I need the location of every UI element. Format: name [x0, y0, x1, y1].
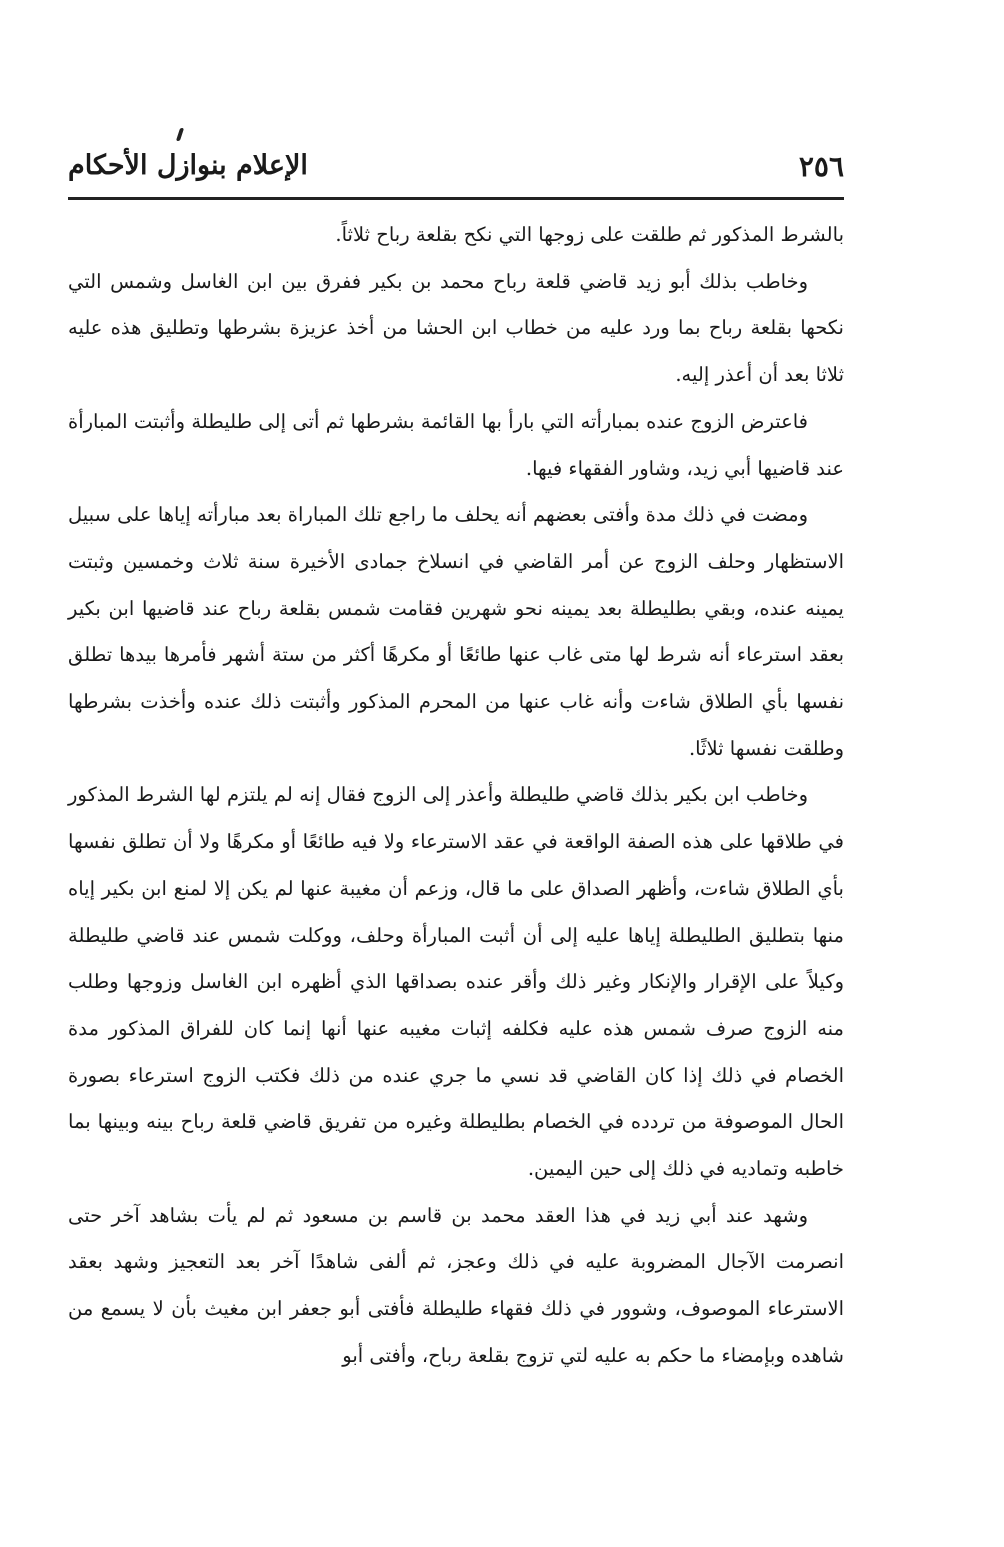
page-number: ٢٥٦ — [798, 150, 844, 183]
paragraph-4: ومضت في ذلك مدة وأفتى بعضهم أنه يحلف ما راجع تلك المباراة بعد مبارأته إياها على سبيل الاستظهار وحلف الزوج عن أمر القاضي في انسلاخ جمادى الأخيرة سنة ثلاث وخمسين وثبتت يمينه عنده، وبقي بطليطلة بعد يمينه نحو شهرين فقامت شمس بقلعة رباح عند قاضيها ابن بكير بعقد استرعاء أنه شرط لها متى غاب عنها طائعًا أو مكرهًا أكثر من ستة أشهر فأمرها بيدها تطلق نفسها بأي الطلاق شاءت وأنه غاب عنها من المحرم المذكور وأثبتت ذلك عنده وأخذت بشرطها وطلقت نفسها ثلاثًا. — [68, 503, 844, 760]
header-divider — [68, 197, 844, 200]
paragraph-2: وخاطب بذلك أبو زيد قاضي قلعة رباح محمد بن بكير ففرق بين ابن الغاسل وشمس التي نكحها بقلعة رباح بما ورد عليه من خطاب ابن الحشا من أخذ عزيزة بشرطها وتطليق هذه عليه ثلاثا بعد أن أعذر إليه. — [68, 269, 844, 387]
running-title: الإعلام بنوازل الأحكام — [68, 150, 308, 181]
paragraph-3: فاعترض الزوج عنده بمبارأته التي بارأ بها القائمة بشرطها ثم أتى إلى طليطلة وأثبتت المبارأة عند قاضيها أبي زيد، وشاور الفقهاء فيها. — [68, 409, 844, 480]
page-header — [68, 150, 844, 194]
ink-mark — [176, 128, 184, 141]
paragraph-1: بالشرط المذكور ثم طلقت على زوجها التي نكح بقلعة رباح ثلاثاً. — [335, 223, 844, 246]
paragraph-5: وخاطب ابن بكير بذلك قاضي طليطلة وأعذر إلى الزوج فقال إنه لم يلتزم لها الشرط المذكور في طلاقها على هذه الصفة الواقعة في عقد الاسترعاء ولا فيه طائعًا أو مكرهًا ولا أن تطلق نفسها بأي الطلاق شاءت، وأظهر الصداق على ما قال، وزعم أن مغيبة عنها لم يكن إلا لمنع ابن بكير إياه منها بتطليق الطليطلة إياها عليه إلى أن أثبت المبارأة وحلف، ووكلت شمس عند قاضي طليطلة وكيلاً على الإقرار والإنكار وغير ذلك وأقر عنده بصداقها الذي أظهره ابن الغاسل وزوجها وطلب منه الزوج صرف شمس هذه عليه فكلفه إثبات مغيبه عنها أنها إنما كان للفراق المذكور مدة الخصام في ذلك إذا كان القاضي قد نسي ما جري عنده من ذلك فكتب الزوج استرعاء بصورة الحال الموصوفة من تردده في الخصام بطليطلة وغيره من تفريق قاضي قلعة رباح بينه وبينها بما خاطبه وتماديه في ذلك إلى حين اليمين. — [68, 783, 844, 1181]
body-text — [68, 212, 844, 1380]
paragraph-6: وشهد عند أبي زيد في هذا العقد محمد بن قاسم بن مسعود ثم لم يأت بشاهد آخر حتى انصرمت الآجال المضروبة عليه في ذلك وعجز، ثم ألفى شاهدًا آخر بعد التعجيز وشهد بعقد الاسترعاء الموصوف، وشوور في ذلك فقهاء طليطلة فأفتى أبو جعفر ابن مغيث بأن لا يسمع من شاهده وبإمضاء ما حكم به عليه لتي تزوج بقلعة رباح، وأفتى أبو — [68, 1203, 844, 1367]
